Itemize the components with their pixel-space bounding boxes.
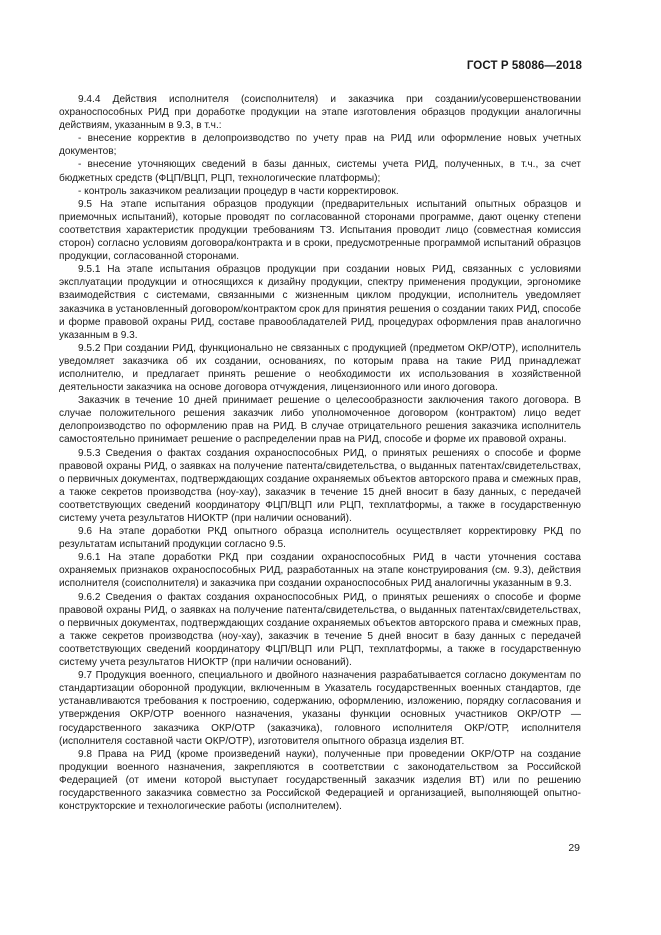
- document-body: [59, 93, 581, 813]
- paragraph-9-5-1: 9.5.1 На этапе испытания образцов продукции при создании новых РИД, связанных с условиями эксплуатации продукции и относящихся к дизайну продукции, спектру применения продукции, эргономике взаимодействия с системами, связанными с жизненным циклом продукции, исполнитель уведомляет заказчика в установленный договором/контрактом срок для принятия решения о создании таких РИД, способе и форме правовой охраны РИД, составе правообладателей РИД, процедурах оформления прав аналогично указанным в 9.3.: [59, 264, 581, 341]
- list-item: - контроль заказчиком реализации процедур в части корректировок.: [78, 185, 399, 197]
- paragraph-9-5-3: 9.5.3 Сведения о фактах создания охраноспособных РИД, о принятых решениях о способе и форме правовой охраны РИД, о заявках на получение патента/свидетельства, о выданных патентах/свидетельствах, о первичных документах, подтверждающих создание охраняемых объектов авторского права и смежных прав, а также секретов производства (ноу-хау), заказчик в течение 15 дней вносит в базу данных, с передачей соответствующих сведений координатору ФЦП/ВЦП или РЦП, техплатформы, а также в государственную систему учета результатов НИОКТР (при наличии оснований).: [59, 447, 582, 524]
- list-item: - внесение уточняющих сведений в базы данных, системы учета РИД, полученных, в т.ч., за счет бюджетных средств (ФЦП/ВЦП, РЦП, технологические платформы);: [59, 159, 581, 184]
- paragraph-9-6: 9.6 На этапе доработки РКД опытного образца исполнитель осуществляет корректировку РКД по результатам испытаний продукции согласно 9.5.: [59, 526, 581, 551]
- paragraph-9-8: 9.8 Права на РИД (кроме произведений науки), полученные при проведении ОКР/ОТР на создание продукции военного назначения, закрепляются в соответствии с законодательством за Российской Федерацией (от имени которой выступает государственный заказчик изделия ВТ) или по решению государственного заказчика совместно за Российской Федерацией и организацией, выполняющей опытно-конструкторские и технологические работы (исполнителем).: [59, 748, 581, 813]
- paragraph-9-7: 9.7 Продукция военного, специального и двойного назначения разрабатывается согласно документам по стандартизации оборонной продукции, включенным в Указатель государственных военных стандартов, где устанавливаются требования к построению, содержанию, оформлению, изложению, порядку согласования и утверждения ОКР/ОТР военного назначения, указаны функции основных участников ОКР/ОТР — государственного заказчика ОКР/ОТР (заказчика), головного исполнителя ОКР/ОТР, исполнителя (исполнителя составной части ОКР/ОТР), изготовителя опытного образца изделия ВТ.: [59, 670, 581, 747]
- paragraph-9-6-1: 9.6.1 На этапе доработки РКД при создании охраноспособных РИД в части уточнения состава охраняемых признаков охраноспособных РИД, разработанных на этапе конструирования (см. 9.3), действия исполнителя (соисполнителя) и заказчика при создании охраноспособных РИД аналогичны указанным в 9.3.: [59, 552, 581, 590]
- list-item: - внесение корректив в делопроизводство по учету прав на РИД или оформление новых учетных документов;: [59, 133, 581, 158]
- paragraph-9-5-2-continued: Заказчик в течение 10 дней принимает решение о целесообразности заключения такого договора. В случае положительного решения заказчик либо уполномоченное договором (контрактом) лицо ведет делопроизводство по оформлению прав на РИД. В случае отрицательного решения заказчика исполнитель самостоятельно принимает решение о распределении прав на РИД, способе и форме их правовой охраны.: [59, 395, 581, 446]
- paragraph-9-6-2: 9.6.2 Сведения о фактах создания охраноспособных РИД, о принятых решениях о способе и форме правовой охраны РИД, о заявках на получение патента/свидетельства, о выданных патентах/свидетельствах, о первичных документах, подтверждающих создание охраняемых объектов авторского права и смежных прав, а также секретов производства (ноу-хау), заказчик в течение 5 дней вносит в базу данных с передачей соответствующих сведений координатору ФЦП/ВЦП или РЦП, техплатформы, а также в государственную систему учета результатов НИОКТР (при наличии оснований).: [59, 591, 582, 669]
- paragraph-9-5: 9.5 На этапе испытания образцов продукции (предварительных испытаний опытных образцов и приемочных испытаний), которые проводят по согласованной сторонами программе, дают оценку степени соответствия характеристик продукции требованиям ТЗ. Испытания проводит лицо (совместная комиссия сторон) согласно условиям договора/контракта и в сроки, предусмотренные программой испытаний образцов продукции, согласованной сторонами.: [59, 198, 581, 263]
- paragraph-9-4-4: 9.4.4 Действия исполнителя (соисполнителя) и заказчика при создании/усовершенствовании охраноспособных РИД при доработке продукции на этапе изготовления образцов продукции аналогичны действиям, указанным в 9.3, в т.ч.:: [59, 94, 581, 132]
- page-number: 29: [568, 842, 580, 854]
- document-header: ГОСТ Р 58086—2018: [466, 60, 582, 72]
- paragraph-9-5-2: 9.5.2 При создании РИД, функционально не связанных с продукцией (предметом ОКР/ОТР), исполнитель уведомляет заказчика об их создании, основаниях, по которым права на такие РИД принадлежат исполнителю, и предлагает принять решение о необходимости их использования в хозяйственной деятельности заказчика на основе договора отчуждения, лицензионного или иного договора.: [59, 342, 581, 394]
